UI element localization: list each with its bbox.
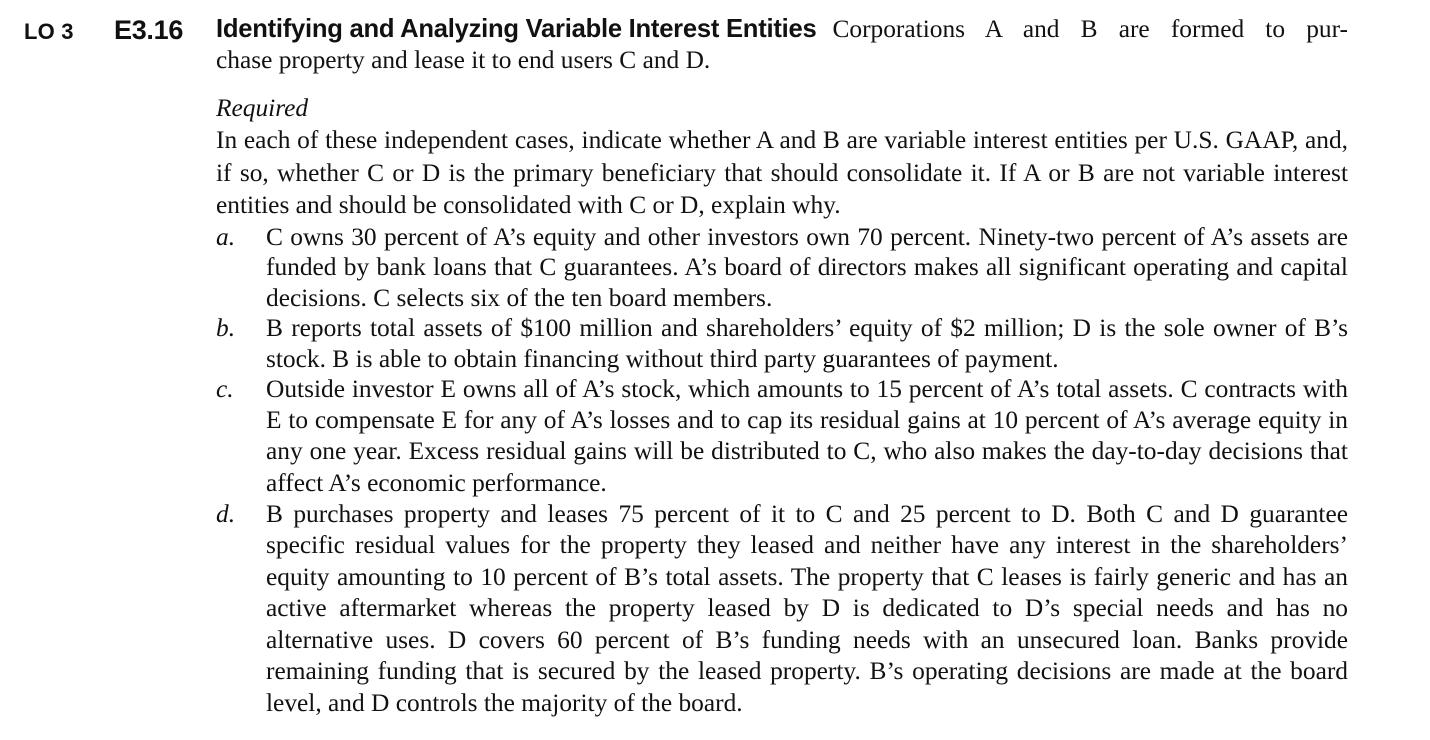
case-letter: c.	[216, 375, 234, 403]
case-text: B purchases property and leases 75 percent of it to C and 25 percent to D. Both C and D guarantee specific residual values for the property they leased and neither have any interest in the shareholders’ equity amounting to 10 percent of B’s total assets. The property that C leases is fairly generic and has an active aftermarket whereas the property leased by D is dedicated to D’s special needs and has no alternative uses. D covers 60 percent of B’s funding needs with an unsecured loan. Banks provide remaining funding that is secured by the leased property. B’s operating decisions are made at the board level, and D controls the majority of the board.	[266, 499, 1348, 717]
exercise-header-line	[216, 14, 1348, 45]
required-heading: Required	[216, 94, 309, 122]
case-letter: a.	[216, 222, 236, 251]
exercise-number: E3.16	[114, 15, 184, 45]
case-text: C owns 30 percent of A’s equity and other investors own 70 percent. Ninety-two percent of A’s assets are funded by bank loans that C guarantees. A’s board of directors makes all significant operating and capital decisions. C selects six of the ten board members.	[266, 222, 1348, 312]
case-letter: b.	[216, 314, 236, 342]
exercise-body	[216, 14, 1348, 719]
case-text: Outside investor E owns all of A’s stock, which amounts to 15 percent of A’s total assets. C contracts with E to compensate E for any of A’s losses and to cap its residual gains at 10 percent of A’s average equity in any one year. Excess residual gains will be distributed to C, who also makes the day-to-day decisions that affect A’s economic performance.	[266, 375, 1348, 497]
case-item-c	[216, 374, 1348, 499]
case-item-a	[216, 222, 1348, 314]
case-item-d	[216, 499, 1348, 720]
exercise-intro-first-line: Corporations A and B are formed to pur-	[832, 15, 1348, 43]
required-instruction: In each of these independent cases, indicate whether A and B are variable interest entities per U.S. GAAP, and, if so, whether C or D is the primary beneficiary that should consolidate it. If A or B are not variable interest entities and should be consolidated with C or D, explain why.	[216, 126, 1348, 219]
learning-objective-tag: LO 3	[24, 19, 74, 44]
case-item-b	[216, 313, 1348, 374]
case-letter: d.	[216, 499, 236, 528]
exercise-title: Identifying and Analyzing Variable Interest Entities	[216, 15, 817, 43]
case-text: B reports total assets of $100 million and shareholders’ equity of $2 million; D is the sole owner of B’s stock. B is able to obtain financing without third party guarantees of payment.	[266, 314, 1348, 373]
exercise-intro-continuation: chase property and lease it to end users C and D.	[216, 46, 711, 74]
